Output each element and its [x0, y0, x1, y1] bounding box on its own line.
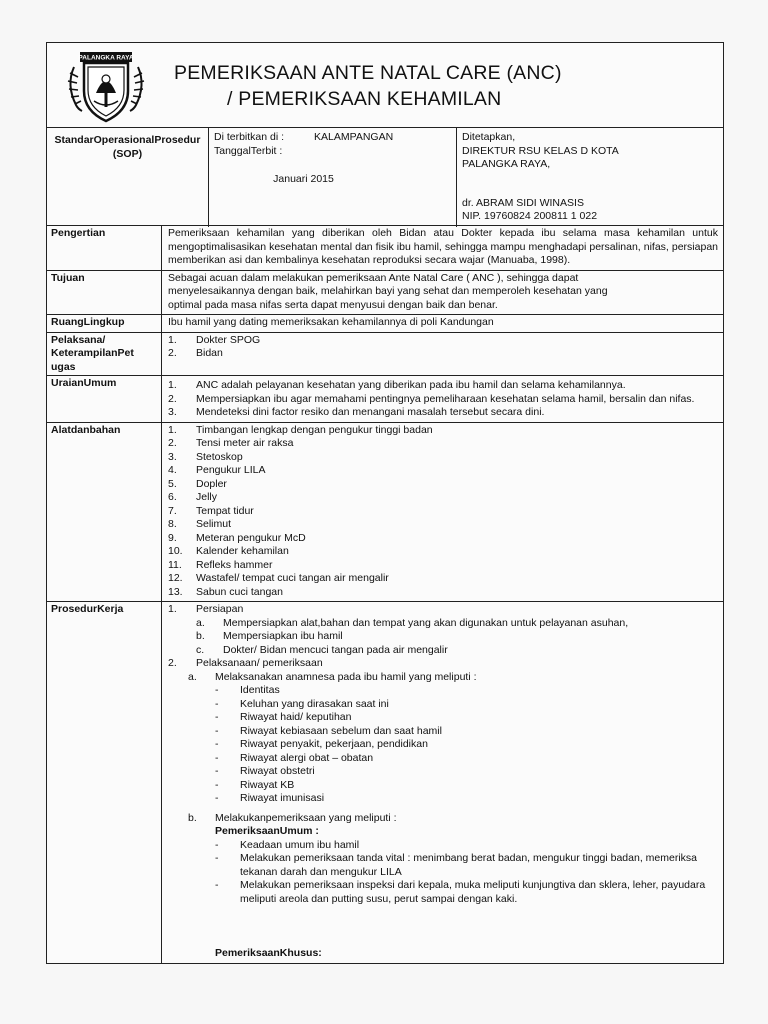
- title-line-1: PEMERIKSAAN ANTE NATAL CARE (ANC): [174, 62, 562, 84]
- published-label: Di terbitkan di :: [214, 131, 285, 143]
- pelaksana-list: [168, 334, 718, 361]
- label-line: ugas: [51, 360, 76, 373]
- ruang-lingkup-text: Ibu hamil yang dating memeriksakan kehamilannya di poli Kandungan: [168, 316, 494, 328]
- list-item: 11. Refleks hammer: [168, 558, 273, 571]
- row-label: Tujuan: [47, 271, 162, 315]
- row-ruang-lingkup: [47, 315, 723, 333]
- list-item: 2. Bidan: [168, 347, 223, 359]
- tujuan-line: menyelesaikannya dengan baik, melahirkan bayi yang sehat dan memperoleh kesehatan yang: [168, 285, 608, 297]
- row-label: [47, 333, 162, 376]
- document-header: [47, 43, 723, 128]
- list-item: 12. Wastafel/ tempat cuci tangan air mengalir: [168, 572, 389, 584]
- row-uraian-umum: [47, 376, 723, 423]
- title-line-2: / PEMERIKSAAN KEHAMILAN: [227, 88, 502, 110]
- sop-form: [46, 42, 724, 964]
- date-value: Januari 2015: [273, 173, 334, 186]
- svg-text:PALANGKA RAYA: PALANGKA RAYA: [78, 54, 134, 62]
- list-item: 4. Pengukur LILA: [168, 464, 266, 476]
- document-title: [174, 60, 562, 112]
- date-label: TanggalTerbit :: [214, 144, 283, 157]
- list-item: 2. Tensi meter air raksa: [168, 437, 294, 449]
- list-item: 13. Sabun cuci tangan: [168, 585, 283, 598]
- tujuan-text: [162, 271, 723, 315]
- row-pelaksana: [47, 333, 723, 377]
- list-item: 1. Dokter SPOG: [168, 333, 261, 346]
- alat-bahan-list: [168, 424, 718, 600]
- sop-title-cell: [47, 128, 209, 227]
- pengertian-text: Pemeriksaan kehamilan yang diberikan oleh Bidan atau Dokter kepada ibu selama masa kehamilan untuk mengoptimalisasikan kesehatan mental dan fisik ibu hamil, sehingga mampu menghadapi persalinan, nifas, persiapan memberikan asi dan kembalinya kesehatan reproduksi secara wajar (Manuaba, 1998).: [168, 227, 718, 266]
- list-item: 1. ANC adalah pelayanan kesehatan yang diberikan pada ibu hamil dan selama kehamilannya.: [168, 379, 626, 391]
- uraian-umum-cell: [162, 376, 723, 422]
- row-pengertian: [47, 226, 723, 271]
- list-item: - Riwayat obstetri: [215, 765, 315, 777]
- row-prosedur-kerja: [47, 602, 723, 963]
- prosedur-step-1: 1. Persiapan a. Mempersiapkan alat,bahan dan tempat yang akan digunakan untuk pelayanan asuhan, b. Mempersiapkan ibu hamil c. Dokter/ Bidan mencuci tangan pada air mengalir: [168, 603, 718, 657]
- list-item: 3. Stetoskop: [168, 450, 243, 463]
- sop-meta-table: [47, 128, 723, 226]
- approved-label: Ditetapkan,: [462, 131, 516, 143]
- list-item: 3. Mendeteksi dini factor resiko dan menangani masalah tersebut secara dini.: [168, 406, 545, 418]
- uraian-umum-list: [168, 379, 718, 420]
- list-item: 9. Meteran pengukur McD: [168, 531, 306, 544]
- publication-cell: [209, 128, 457, 227]
- list-item: - Riwayat haid/ keputihan: [215, 711, 352, 723]
- list-item: - Riwayat kebiasaan sebelum dan saat hamil: [215, 724, 442, 737]
- published-value: KALAMPANGAN: [314, 131, 394, 143]
- list-item: 10. Kalender kehamilan: [168, 545, 289, 557]
- list-item: - Riwayat penyakit, pekerjaan, pendidikan: [215, 738, 428, 750]
- anamnesa-block: a. Melaksanakan anamnesa pada ibu hamil yang meliputi : - Identitas - Keluhan yang dirasakan saat ini - Riwayat haid/ keputihan - Riwayat kebiasaan sebelum dan saat hamil - Riwayat penyakit, pekerjaan, pendidikan - Riwayat alergi obat – obatan - Riwayat obstetri - Riwayat KB - Riwayat imunisasi: [188, 671, 718, 806]
- step-title: Persiapan: [196, 603, 244, 615]
- director-nip: NIP. 19760824 200811 1 022: [462, 210, 598, 223]
- row-label: Pengertian: [47, 226, 162, 270]
- list-item: - Melakukan pemeriksaan inspeksi dari kepala, muka meliputi kunjungtiva dan sklera, leher, payudara meliputi areola dan putting susu, perut sampai dengan kaki.: [215, 879, 706, 905]
- list-item: b. Mempersiapkan ibu hamil: [196, 630, 343, 642]
- list-item: 7. Tempat tidur: [168, 504, 254, 517]
- pemeriksaan-block: b. Melakukanpemeriksaan yang meliputi : PemeriksaanUmum : - Keadaan umum ibu hamil - Melakukan pemeriksaan tanda vital : menimbang berat badan, mengukur tinggi badan, memeriksa tekanan darah dan mengukur LILA - Melakukan pemeriksaan inspeksi dari kepala, muka meliputi kunjungtiva dan sklera, leher, payudara meliputi areola dan putting susu, perut sampai dengan kaki. PemeriksaanKhusus:: [188, 812, 718, 961]
- persiapan-list: [196, 617, 718, 658]
- list-item: - Identitas: [215, 684, 280, 696]
- prosedur-steps: [168, 603, 718, 657]
- tujuan-line: optimal pada masa nifas serta dapat menyusui dengan baik dan benar.: [168, 298, 498, 311]
- list-item: - Melakukan pemeriksaan tanda vital : menimbang berat badan, mengukur tinggi badan, memeriksa tekanan darah dan mengukur LILA: [215, 852, 698, 878]
- palangka-raya-emblem-icon: [60, 49, 152, 125]
- prosedur-step-2: 2. Pelaksanaan/ pemeriksaan: [168, 657, 718, 671]
- row-tujuan: [47, 271, 723, 316]
- list-item: 6. Jelly: [168, 491, 218, 503]
- pemeriksaan-umum-title: PemeriksaanUmum :: [215, 825, 319, 837]
- pemeriksaan-khusus-title: PemeriksaanKhusus:: [215, 947, 322, 959]
- list-item: a. Mempersiapkan alat,bahan dan tempat yang akan digunakan untuk pelayanan asuhan,: [196, 616, 629, 629]
- tujuan-line: Sebagai acuan dalam melakukan pemeriksaan Ante Natal Care ( ANC ), sehingga dapat: [168, 271, 579, 284]
- sop-label: StandarOperasionalProsedur: [54, 134, 201, 146]
- approval-cell: [457, 128, 723, 227]
- sop-abbr: (SOP): [112, 147, 143, 160]
- row-label: Alatdanbahan: [47, 423, 162, 602]
- pemeriksaan-umum-list: [215, 839, 718, 907]
- step-title: Pelaksanaan/ pemeriksaan: [196, 657, 323, 669]
- anamnesa-list: [215, 684, 718, 806]
- pelaksana-list-cell: [162, 333, 723, 376]
- prosedur-cell: [162, 602, 723, 963]
- alat-bahan-cell: [162, 423, 723, 602]
- list-item: c. Dokter/ Bidan mencuci tangan pada air mengalir: [196, 643, 448, 656]
- list-item: 1. Timbangan lengkap dengan pengukur tinggi badan: [168, 423, 433, 436]
- list-item: - Riwayat alergi obat – obatan: [215, 751, 374, 764]
- pemeriksaan-title: Melakukanpemeriksaan yang meliputi :: [215, 811, 397, 824]
- anamnesa-title: Melaksanakan anamnesa pada ibu hamil yang meliputi :: [215, 670, 477, 683]
- row-label: ProsedurKerja: [47, 602, 162, 963]
- list-item: - Riwayat imunisasi: [215, 792, 325, 804]
- row-label: UraianUmum: [47, 376, 162, 422]
- step-2-body: [168, 671, 718, 961]
- list-item: - Riwayat KB: [215, 778, 295, 791]
- label-line: KeterampilanPet: [51, 347, 134, 359]
- list-item: 2. Mempersiapkan ibu agar memahami pentingnya pemeliharaan kesehatan selama hamil, bersalin dan nifas.: [168, 392, 695, 405]
- director-name: dr. ABRAM SIDI WINASIS: [462, 196, 584, 209]
- list-item: - Keluhan yang dirasakan saat ini: [215, 697, 389, 710]
- row-label: RuangLingkup: [47, 315, 162, 332]
- approved-by-title: DIREKTUR RSU KELAS D KOTA: [462, 144, 619, 157]
- row-alat-bahan: [47, 423, 723, 603]
- list-item: - Keadaan umum ibu hamil: [215, 838, 360, 851]
- list-item: 5. Dopler: [168, 477, 227, 490]
- approved-by-city: PALANGKA RAYA,: [462, 158, 551, 171]
- label-line: Pelaksana/: [51, 333, 106, 346]
- list-item: 8. Selimut: [168, 518, 232, 530]
